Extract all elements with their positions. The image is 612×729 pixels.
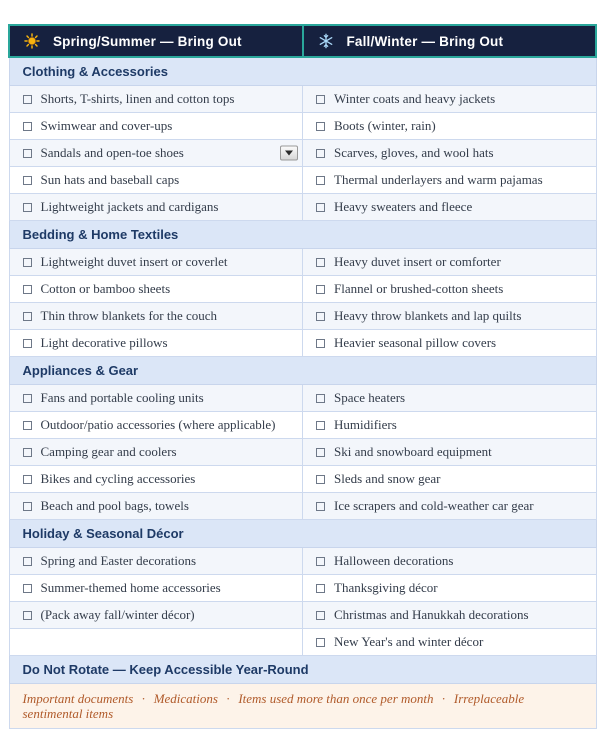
item-label: Sun hats and baseball caps	[40, 172, 180, 187]
section-title: Clothing & Accessories	[9, 57, 596, 86]
table-row	[9, 86, 596, 113]
item-cell-left	[9, 194, 303, 221]
checkbox[interactable]	[23, 122, 32, 131]
item-label: Cotton or bamboo sheets	[40, 281, 171, 296]
item-cell-right	[303, 575, 597, 602]
item-label: Flannel or brushed-cotton sheets	[334, 281, 504, 296]
checkbox[interactable]	[316, 475, 325, 484]
checkbox[interactable]	[316, 611, 325, 620]
section-header-row	[9, 357, 596, 385]
item-label: Boots (winter, rain)	[334, 118, 436, 133]
table-row	[9, 412, 596, 439]
table-row	[9, 194, 596, 221]
item-cell-left	[9, 385, 303, 412]
table-row	[9, 439, 596, 466]
item-label: Light decorative pillows	[40, 335, 168, 350]
checkbox[interactable]	[316, 502, 325, 511]
item-label: Space heaters	[334, 390, 406, 405]
seasonal-rotation-table	[8, 24, 597, 729]
checkbox[interactable]	[23, 611, 32, 620]
checkbox[interactable]	[23, 557, 32, 566]
section-title: Holiday & Seasonal Décor	[9, 520, 596, 548]
item-cell-right	[303, 466, 597, 493]
checkbox[interactable]	[316, 557, 325, 566]
item-label: Halloween decorations	[334, 553, 454, 568]
table-row	[9, 548, 596, 575]
item-label: Heavier seasonal pillow covers	[334, 335, 497, 350]
item-cell-right	[303, 276, 597, 303]
section-header-row	[9, 520, 596, 548]
item-cell-left	[9, 140, 303, 167]
item-cell-left	[9, 249, 303, 276]
section-title: Bedding & Home Textiles	[9, 221, 596, 249]
item-cell-right	[303, 86, 597, 113]
keep-accessible-item: Medications	[153, 691, 218, 706]
section-title: Appliances & Gear	[9, 357, 596, 385]
checkbox[interactable]	[23, 149, 32, 158]
table-row	[9, 167, 596, 194]
section-header-row	[9, 57, 596, 86]
sun-icon	[24, 33, 40, 49]
table-row	[9, 249, 596, 276]
checkbox[interactable]	[23, 95, 32, 104]
keep-accessible-item: Items used more than once per month	[238, 691, 434, 706]
item-cell-right	[303, 167, 597, 194]
item-cell-left	[9, 493, 303, 520]
item-label: Spring and Easter decorations	[40, 553, 197, 568]
item-cell-left	[9, 86, 303, 113]
checkbox[interactable]	[23, 285, 32, 294]
item-label: Swimwear and cover-ups	[40, 118, 173, 133]
note-separator: ·	[441, 691, 446, 706]
item-label: Thin throw blankets for the couch	[40, 308, 218, 323]
checkbox[interactable]	[23, 448, 32, 457]
checkbox[interactable]	[23, 339, 32, 348]
item-cell-left	[9, 548, 303, 575]
table-row	[9, 466, 596, 493]
item-cell-right	[303, 439, 597, 466]
item-cell-left	[9, 439, 303, 466]
cell-dropdown-button[interactable]	[280, 146, 298, 161]
checkbox[interactable]	[23, 421, 32, 430]
table-row	[9, 575, 596, 602]
table-row	[9, 493, 596, 520]
checkbox[interactable]	[23, 502, 32, 511]
item-label: Heavy throw blankets and lap quilts	[334, 308, 522, 323]
table-header-row	[9, 25, 596, 57]
item-label: Lightweight jackets and cardigans	[40, 199, 219, 214]
table-row	[9, 140, 596, 167]
item-cell-right	[303, 303, 597, 330]
note-separator: ·	[141, 691, 146, 706]
checkbox[interactable]	[316, 584, 325, 593]
item-label: Summer-themed home accessories	[40, 580, 221, 595]
item-label: Humidifiers	[334, 417, 397, 432]
table-row	[9, 330, 596, 357]
item-label: Thanksgiving décor	[334, 580, 438, 595]
item-label: Thermal underlayers and warm pajamas	[334, 172, 543, 187]
do-not-rotate-header-row	[9, 656, 596, 684]
checkbox[interactable]	[316, 203, 325, 212]
empty-cell	[9, 629, 303, 656]
checkbox[interactable]	[23, 258, 32, 267]
checkbox[interactable]	[316, 312, 325, 321]
item-cell-left	[9, 113, 303, 140]
snowflake-icon	[318, 33, 334, 49]
item-cell-right	[303, 412, 597, 439]
item-cell-left	[9, 575, 303, 602]
do-not-rotate-title: Do Not Rotate — Keep Accessible Year-Round	[9, 656, 596, 684]
item-label: Heavy sweaters and fleece	[334, 199, 473, 214]
item-cell-left	[9, 167, 303, 194]
item-label: Beach and pool bags, towels	[40, 498, 189, 513]
keep-accessible-item: Irreplaceable sentimental items	[22, 691, 525, 721]
checkbox[interactable]	[23, 312, 32, 321]
do-not-rotate-note	[9, 684, 596, 729]
item-cell-left	[9, 602, 303, 629]
table-row	[9, 629, 596, 656]
item-label: Shorts, T-shirts, linen and cotton tops	[40, 91, 235, 106]
column-header-label: Spring/Summer — Bring Out	[52, 34, 242, 49]
table-row	[9, 276, 596, 303]
checkbox[interactable]	[316, 394, 325, 403]
item-label: New Year's and winter décor	[334, 634, 484, 649]
do-not-rotate-note-row	[9, 684, 596, 729]
checkbox[interactable]	[316, 95, 325, 104]
table-row	[9, 113, 596, 140]
item-label: Scarves, gloves, and wool hats	[334, 145, 494, 160]
checkbox[interactable]	[316, 176, 325, 185]
item-label: Christmas and Hanukkah decorations	[334, 607, 529, 622]
item-cell-right	[303, 113, 597, 140]
item-label: Heavy duvet insert or comforter	[334, 254, 501, 269]
item-label: Sleds and snow gear	[334, 471, 441, 486]
checkbox[interactable]	[316, 638, 325, 647]
item-label: Camping gear and coolers	[40, 444, 177, 459]
item-cell-left	[9, 303, 303, 330]
item-label: Winter coats and heavy jackets	[334, 91, 496, 106]
item-cell-left	[9, 466, 303, 493]
checkbox[interactable]	[316, 421, 325, 430]
note-separator: ·	[225, 691, 231, 706]
keep-accessible-item: Important documents	[22, 691, 134, 706]
item-cell-right	[303, 602, 597, 629]
column-header-label: Fall/Winter — Bring Out	[346, 34, 504, 49]
item-label: Ice scrapers and cold-weather car gear	[334, 498, 534, 513]
item-label: Bikes and cycling accessories	[40, 471, 196, 486]
column-header-fall-winter	[303, 25, 597, 57]
checkbox[interactable]	[316, 339, 325, 348]
item-cell-right	[303, 548, 597, 575]
checkbox[interactable]	[23, 176, 32, 185]
section-header-row	[9, 221, 596, 249]
item-label: Fans and portable cooling units	[40, 390, 204, 405]
item-cell-right	[303, 629, 597, 656]
item-cell-right	[303, 330, 597, 357]
table-row	[9, 602, 596, 629]
item-cell-left	[9, 330, 303, 357]
item-label: Lightweight duvet insert or coverlet	[40, 254, 228, 269]
checkbox[interactable]	[316, 149, 325, 158]
checkbox[interactable]	[23, 584, 32, 593]
item-label: (Pack away fall/winter décor)	[40, 607, 195, 622]
chevron-down-icon	[285, 151, 293, 156]
checkbox[interactable]	[23, 203, 32, 212]
table-row	[9, 385, 596, 412]
checkbox[interactable]	[316, 448, 325, 457]
item-label: Ski and snowboard equipment	[334, 444, 492, 459]
item-cell-right	[303, 493, 597, 520]
checkbox[interactable]	[316, 122, 325, 131]
item-label: Sandals and open-toe shoes	[40, 145, 184, 160]
item-cell-right	[303, 385, 597, 412]
checkbox[interactable]	[23, 394, 32, 403]
item-cell-left	[9, 276, 303, 303]
item-cell-right	[303, 140, 597, 167]
item-cell-right	[303, 249, 597, 276]
checkbox[interactable]	[316, 285, 325, 294]
item-cell-left	[9, 412, 303, 439]
table-row	[9, 303, 596, 330]
column-header-spring-summer	[9, 25, 303, 57]
checkbox[interactable]	[23, 475, 32, 484]
checkbox[interactable]	[316, 258, 325, 267]
item-label: Outdoor/patio accessories (where applicable)	[40, 417, 276, 432]
item-cell-right	[303, 194, 597, 221]
